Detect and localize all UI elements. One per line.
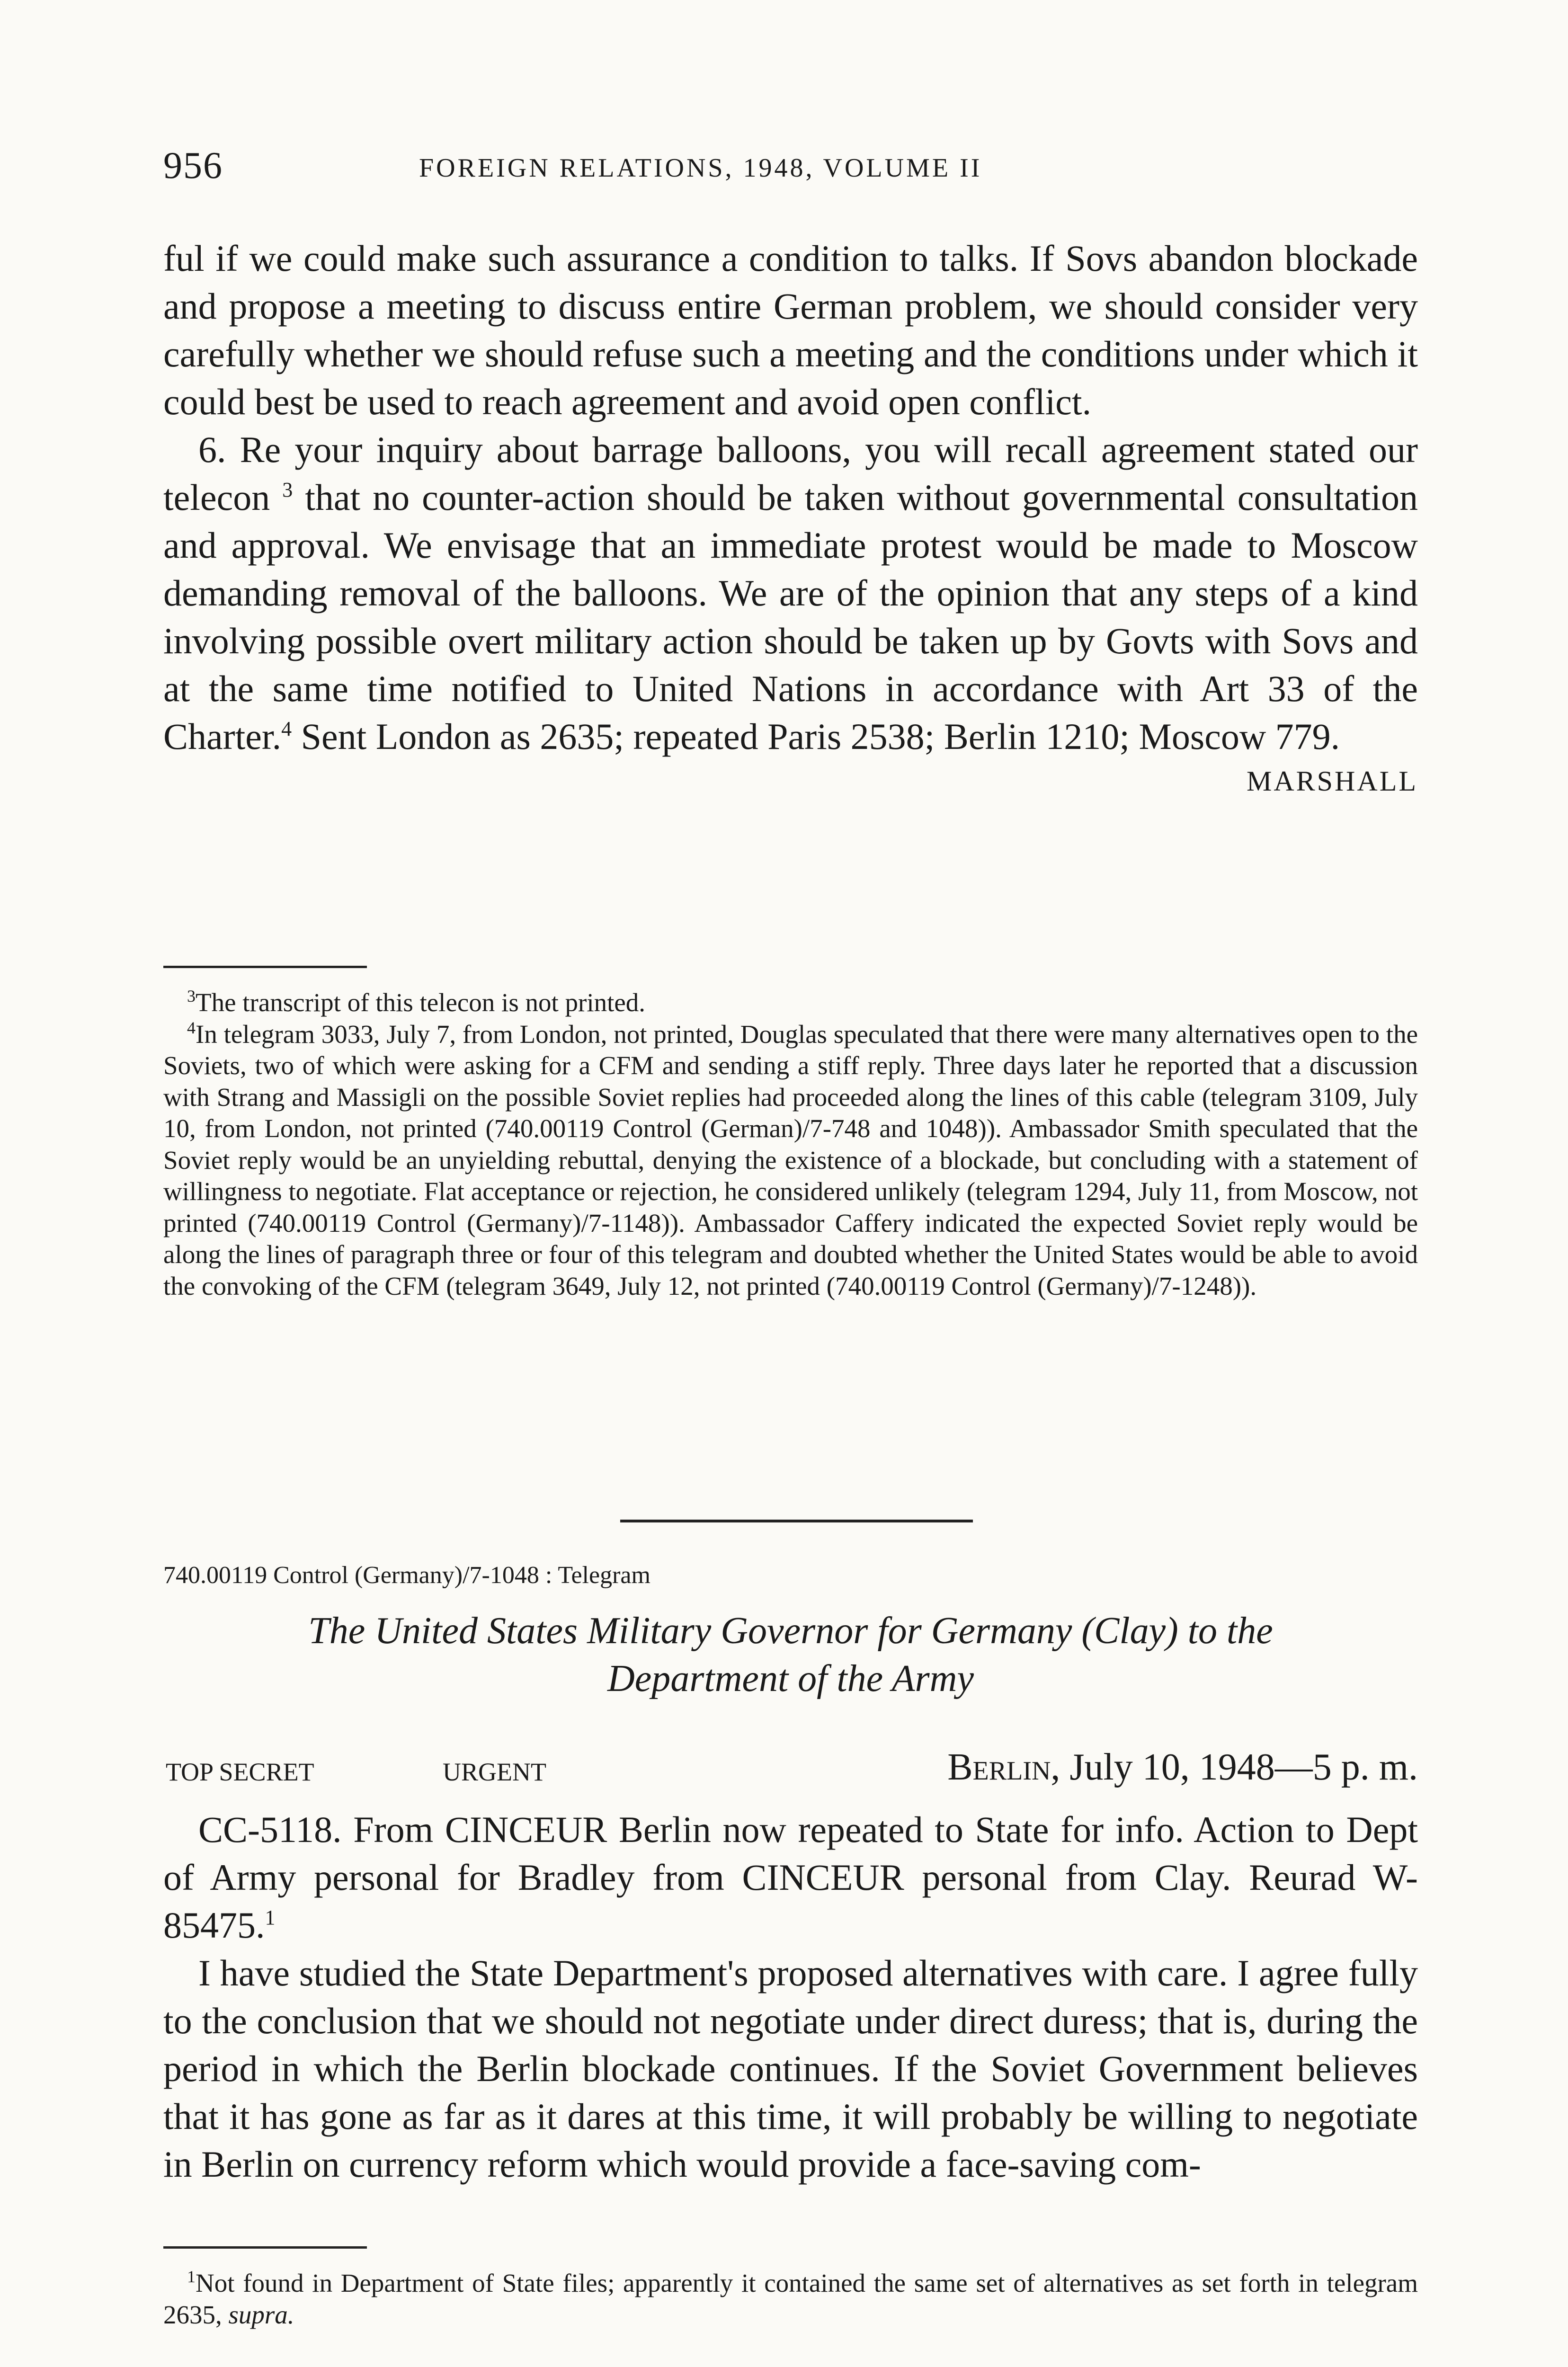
continuation-text <box>163 234 1418 798</box>
paragraph-text: Sent London as 2635; repeated Paris 2538; Berlin 1210; Moscow 779. <box>301 716 1340 757</box>
running-title: FOREIGN RELATIONS, 1948, VOLUME II <box>419 153 982 183</box>
footnote-mark: 3 <box>187 987 196 1006</box>
signature: MARSHALL <box>1246 765 1418 797</box>
footnote-4 <box>163 1019 1418 1302</box>
footnotes-top <box>163 987 1418 1302</box>
footnote-rule <box>163 2246 367 2249</box>
place: Berlin <box>947 1746 1051 1788</box>
document-title-line-2: Department of the Army <box>607 1658 974 1700</box>
footnote-mark: 4 <box>187 1018 196 1037</box>
page-number: 956 <box>163 145 223 187</box>
footnote-rule <box>163 966 367 968</box>
paragraph-text: CC-5118. From CINCEUR Berlin now repeated to State for info. Action to Dept of Army personal for Bradley from CINCEUR personal from Clay. Reurad W-85475. <box>163 1809 1418 1946</box>
telegram-body <box>163 1806 1418 2188</box>
file-reference: 740.00119 Control (Germany)/7-1048 : Telegram <box>163 1562 650 1589</box>
footnote-1 <box>163 2268 1418 2331</box>
paragraph-text: 6. Re your inquiry about barrage balloons, you will recall agreement stated our telecon <box>163 429 1418 518</box>
footnote-mark: 1 <box>187 2267 196 2286</box>
footnote-reference-1: 1 <box>265 1906 276 1929</box>
footnotes-bottom <box>163 2268 1418 2331</box>
running-head <box>163 144 1418 192</box>
date-time: , July 10, 1948—5 p. m. <box>1051 1746 1418 1788</box>
section-divider <box>620 1520 973 1522</box>
paragraph-6 <box>163 426 1418 760</box>
footnote-text: In telegram 3033, July 7, from London, not printed, Douglas speculated that there were many alternatives open to the Soviets, two of which were asking for a CFM and sending a stiff reply. Three days later he reported that a discussion with Strang and Massigli on the possible Soviet replies had proceeded along the lines of this cable (telegram 3109, July 10, from London, not printed (740.00119 Control (German)/7-748 and 1048)). Ambassador Smith speculated that the Soviet reply would be an unyielding rebuttal, denying the existence of a blockade, but concluding with a statement of willingness to negotiate. Flat acceptance or rejection, he considered unlikely (telegram 1294, July 11, from Moscow, not printed (740.00119 Control (Germany)/7-1148)). Ambassador Caffery indicated the expected Soviet reply would be along the lines of paragraph three or four of this telegram and doubted whether the United States would be able to avoid the convoking of the CFM (telegram 3649, July 12, not printed (740.00119 Control (Germany)/7-1248)). <box>163 1019 1418 1300</box>
paragraph-text: that no counter-action should be taken without governmental consultation and approval. We envisage that an immediate protest would be made to Moscow demanding removal of the balloons. We are of the opinion that any steps of a kind involving possible overt military action should be taken up by Govts with Sovs and at the same time notified to United Nations in accordance with Art 33 of the Charter. <box>163 477 1418 757</box>
footnote-3 <box>163 987 1418 1019</box>
footnote-reference-3: 3 <box>282 478 293 501</box>
dateline <box>163 1746 1418 1798</box>
footnote-text: The transcript of this telecon is not printed. <box>196 988 646 1017</box>
footnote-italic: supra. <box>228 2300 294 2329</box>
footnote-text: Not found in Department of State files; apparently it contained the same set of alternatives as set forth in telegram 2635, <box>163 2269 1418 2329</box>
classification-label: TOP SECRET <box>166 1758 314 1786</box>
paragraph: ful if we could make such assurance a condition to talks. If Sovs abandon blockade and propose a meeting to discuss entire German problem, we should consider very carefully whether we should refuse such a meeting and the conditions under which it could best be used to reach agreement and avoid open conflict. <box>163 238 1418 422</box>
place-and-date <box>947 1746 1418 1789</box>
paragraph <box>163 1806 1418 1949</box>
footnote-reference-4: 4 <box>281 717 292 740</box>
urgency-label: URGENT <box>443 1758 546 1786</box>
document-title-line-1: The United States Military Governor for Germany (Clay) to the <box>308 1610 1273 1652</box>
document-title <box>163 1607 1418 1703</box>
paragraph: I have studied the State Department's proposed alternatives with care. I agree fully to the conclusion that we should not negotiate under direct duress; that is, during the period in which the Berlin blockade continues. If the Soviet Government believes that it has gone as far as it dares at this time, it will probably be willing to negotiate in Berlin on currency reform which would provide a face-saving com- <box>163 1952 1418 2185</box>
